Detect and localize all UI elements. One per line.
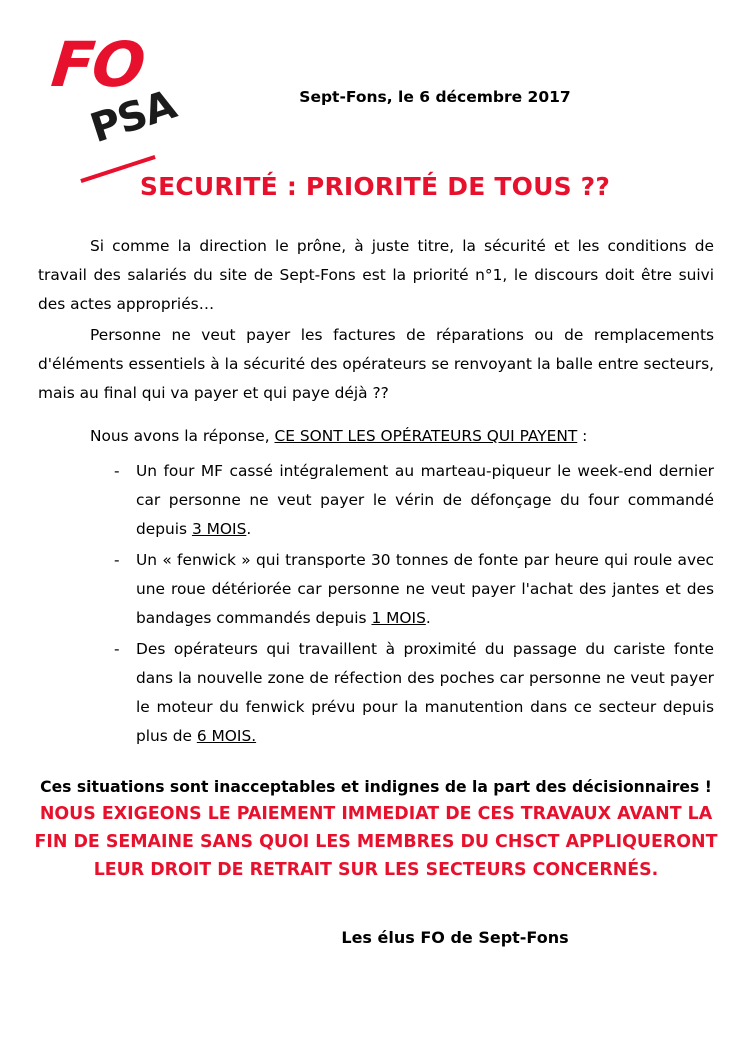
paragraph-1: Si comme la direction le prône, à juste titre, la sécurité et les conditions de travail des salariés du site de Sept-Fons est la priorité n°1, le discours doit être suivi des actes appropriés… <box>38 237 714 313</box>
closing-statement: Ces situations sont inacceptables et indignes de la part des décisionnaires ! <box>40 778 712 796</box>
claim-emphasis: 1 MOIS <box>371 609 426 627</box>
claim-text-after: . <box>425 609 431 627</box>
paragraph-answer <box>38 422 714 451</box>
answer-underlined: CE SONT LES OPÉRATEURS QUI PAYENT <box>274 427 578 445</box>
date-line: Sept-Fons, le 6 décembre 2017 <box>299 88 571 106</box>
claim-text-before: Un four MF cassé intégralement au marteau-piqueur le week-end dernier car personne ne veut payer le vérin de défonçage du four commandé depuis <box>136 462 714 538</box>
logo-fo-text: FO <box>48 28 147 101</box>
document-title: SECURITÉ : PRIORITÉ DE TOUS ?? <box>139 172 611 201</box>
claim-text-before: Des opérateurs qui travaillent à proximité du passage du cariste fonte dans la nouvelle zone de réfection des poches car personne ne veut payer le moteur du fenwick prévu pour la manutention dans ce secteur depuis plus de <box>136 640 714 745</box>
answer-lead: Nous avons la réponse, <box>90 427 275 445</box>
list-item <box>112 546 714 633</box>
signature-line: Les élus FO de Sept-Fons <box>341 928 569 947</box>
paragraph-2: Personne ne veut payer les factures de réparations ou de remplacements d'éléments essentiels à la sécurité des opérateurs se renvoyant la balle entre secteurs, mais au final qui va payer et qui paye déjà ?? <box>38 326 714 402</box>
list-item <box>112 457 714 544</box>
document-body <box>38 232 714 801</box>
claim-text-before: Un « fenwick » qui transporte 30 tonnes de fonte par heure qui roule avec une roue détériorée car personne ne veut payer l'achat des jantes et des bandages commandés depuis <box>136 551 714 627</box>
claims-list <box>38 457 714 751</box>
logo-psa-text: PSA <box>84 81 182 153</box>
logo-fo-psa <box>48 28 182 179</box>
answer-tail: : <box>577 427 588 445</box>
claim-emphasis: 3 MOIS <box>191 520 247 538</box>
claim-text-after: . <box>246 520 252 538</box>
list-item <box>112 635 714 751</box>
claim-emphasis: 6 MOIS. <box>196 727 257 745</box>
demand-statement: NOUS EXIGEONS LE PAIEMENT IMMEDIAT DE CES TRAVAUX AVANT LA FIN DE SEMAINE SANS QUOI LES MEMBRES DU CHSCT APPLIQUERONT LEUR DROIT DE RETRAIT SUR LES SECTEURS CONCERNÉS. <box>34 804 718 880</box>
